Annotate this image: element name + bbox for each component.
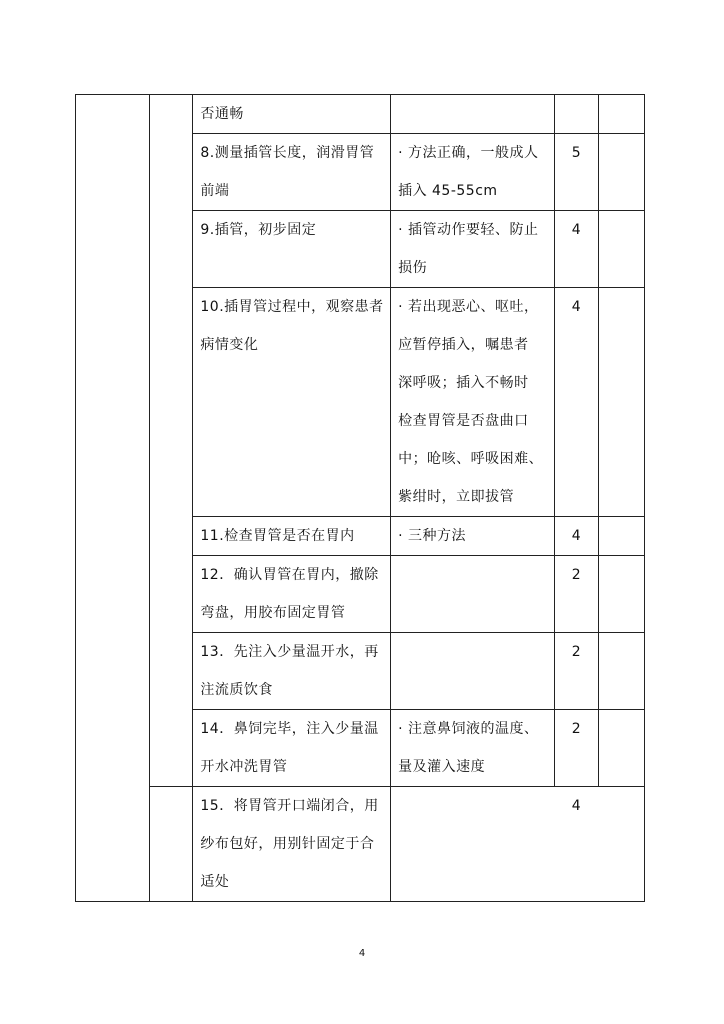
score-cell: 4 xyxy=(554,787,598,902)
step-cell: 否通畅 xyxy=(193,95,391,134)
score-cell: 5 xyxy=(554,134,598,211)
deduction-cell xyxy=(598,288,644,517)
requirement-cell: · 注意鼻饲液的温度、 量及灌入速度 xyxy=(391,710,555,787)
table-row xyxy=(76,95,645,134)
step-cell: 11.检查胃管是否在胃内 xyxy=(193,517,391,556)
score-cell: 2 xyxy=(554,556,598,633)
subcategory-cell xyxy=(150,95,193,787)
requirement-cell xyxy=(391,95,555,134)
deduction-cell xyxy=(598,633,644,710)
requirement-cell xyxy=(391,633,555,710)
score-cell: 2 xyxy=(554,710,598,787)
step-cell: 13．先注入少量温开水，再 注流质饮食 xyxy=(193,633,391,710)
requirement-cell: · 插管动作要轻、防止 损伤 xyxy=(391,211,555,288)
page-number: 4 xyxy=(358,948,366,959)
step-cell: 9.插管，初步固定 xyxy=(193,211,391,288)
procedure-table xyxy=(75,94,645,902)
step-cell: 15．将胃管开口端闭合，用 纱布包好，用别针固定于合 适处 xyxy=(193,787,391,902)
requirement-cell: · 若出现恶心、呕吐， 应暂停插入，嘱患者 深呼吸；插入不畅时 检查胃管是否盘曲口 中；呛咳、呼吸困难、 紫绀时，立即拔管 xyxy=(391,288,555,517)
deduction-cell xyxy=(598,95,644,134)
table-row xyxy=(76,787,645,902)
score-cell: 4 xyxy=(554,288,598,517)
score-cell: 2 xyxy=(554,633,598,710)
requirement-cell: · 三种方法 xyxy=(391,517,555,556)
requirement-cell xyxy=(391,556,555,633)
score-cell: 4 xyxy=(554,211,598,288)
category-cell xyxy=(76,95,150,902)
score-cell: 4 xyxy=(554,517,598,556)
requirement-cell: · 方法正确，一般成人 插入 45-55cm xyxy=(391,134,555,211)
score-cell xyxy=(554,95,598,134)
deduction-cell xyxy=(598,556,644,633)
deduction-cell xyxy=(598,710,644,787)
subcategory-cell xyxy=(150,787,193,902)
step-cell: 8.测量插管长度，润滑胃管 前端 xyxy=(193,134,391,211)
step-cell: 10.插胃管过程中，观察患者 病情变化 xyxy=(193,288,391,517)
deduction-cell xyxy=(598,211,644,288)
deduction-cell xyxy=(598,134,644,211)
deduction-cell xyxy=(598,787,644,902)
step-cell: 14．鼻饲完毕，注入少量温 开水冲洗胃管 xyxy=(193,710,391,787)
deduction-cell xyxy=(598,517,644,556)
step-cell: 12．确认胃管在胃内，撤除 弯盘，用胶布固定胃管 xyxy=(193,556,391,633)
requirement-cell xyxy=(391,787,555,902)
